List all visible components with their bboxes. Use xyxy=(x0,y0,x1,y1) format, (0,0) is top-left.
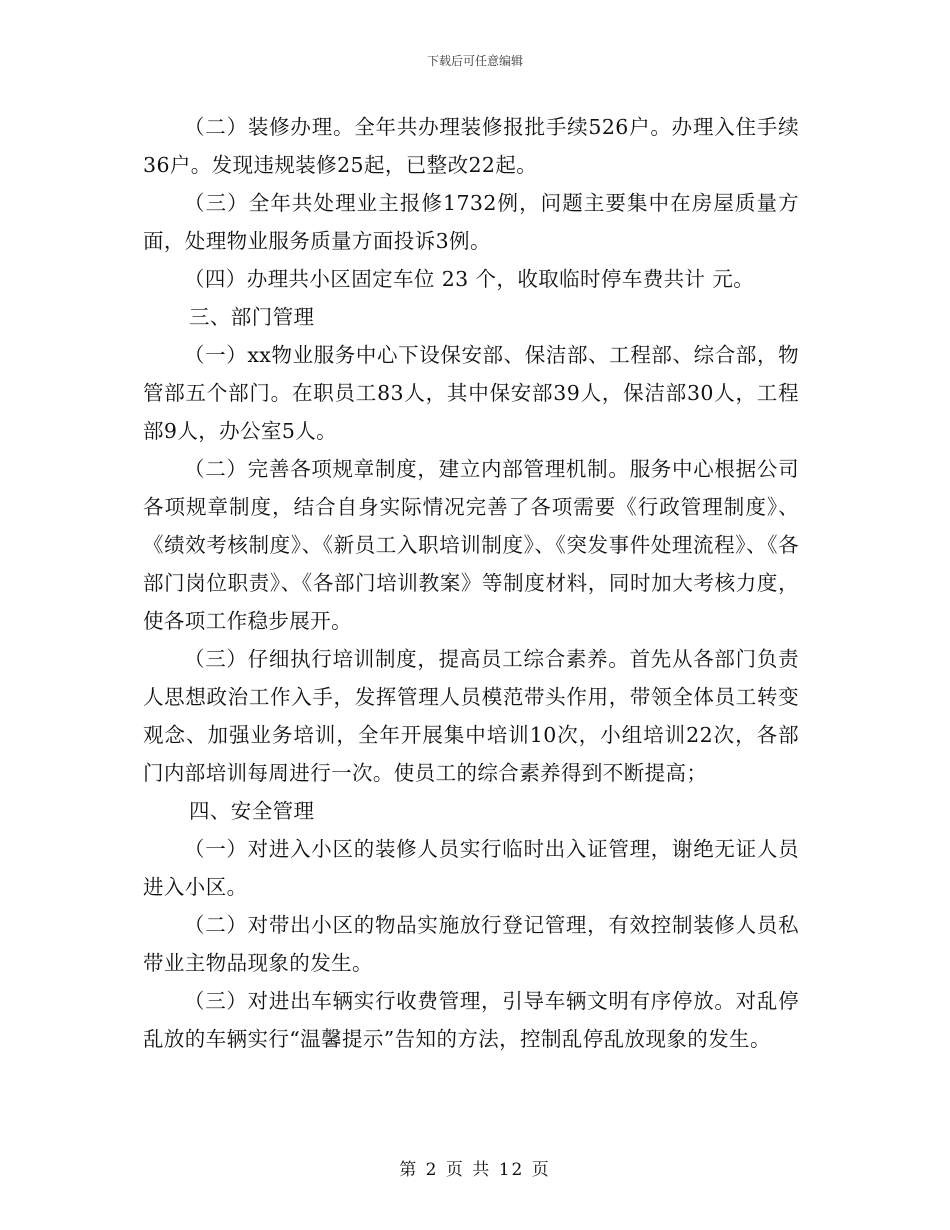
section-heading-department: 三、部门管理 xyxy=(189,305,315,329)
paragraph-access-control: （一）对进入小区的装修人员实行临时出入证管理，谢绝无证人员进入小区。 xyxy=(143,837,799,899)
paragraph-training: （三）仔细执行培训制度，提高员工综合素养。首先从各部门负责人思想政治工作入手，发挥管理人员模范带头作用，带领全体员工转变观念、加强业务培训，全年开展集中培训10次，小组培训22次，各部门内部培训每周进行一次。使员工的综合素养得到不断提高； xyxy=(143,647,799,785)
paragraph-repairs: （三）全年共处理业主报修1732例，问题主要集中在房屋质量方面，处理物业服务质量方面投诉3例。 xyxy=(143,191,799,253)
page-footer: 第 2 页 共 12 页 xyxy=(399,1160,551,1180)
paragraph-goods-release: （二）对带出小区的物品实施放行登记管理，有效控制装修人员私带业主物品现象的发生。 xyxy=(143,913,799,975)
section-heading-safety: 四、安全管理 xyxy=(189,799,315,823)
paragraph-departments: （一）xx物业服务中心下设保安部、保洁部、工程部、综合部，物管部五个部门。在职员工83人，其中保安部39人，保洁部30人，工程部9人，办公室5人。 xyxy=(143,343,799,443)
paragraph-parking: （四）办理共小区固定车位 23 个，收取临时停车费共计 元。 xyxy=(184,267,755,291)
paragraph-regulations: （二）完善各项规章制度，建立内部管理机制。服务中心根据公司各项规章制度，结合自身实际情况完善了各项需要《行政管理制度》、《绩效考核制度》、《新员工入职培训制度》、《突发事件处理流程》、《各部门岗位职责》、《各部门培训教案》等制度材料，同时加大考核力度，使各项工作稳步展开。 xyxy=(143,457,799,633)
page-header: 下载后可任意编辑 xyxy=(426,54,523,68)
document-body xyxy=(143,108,799,1058)
paragraph-vehicles: （三）对进出车辆实行收费管理，引导车辆文明有序停放。对乱停乱放的车辆实行“温馨提示”告知的方法，控制乱停乱放现象的发生。 xyxy=(143,989,799,1051)
paragraph-renovation: （二）装修办理。全年共办理装修报批手续526户。办理入住手续36户。发现违规装修25起，已整改22起。 xyxy=(143,115,799,177)
